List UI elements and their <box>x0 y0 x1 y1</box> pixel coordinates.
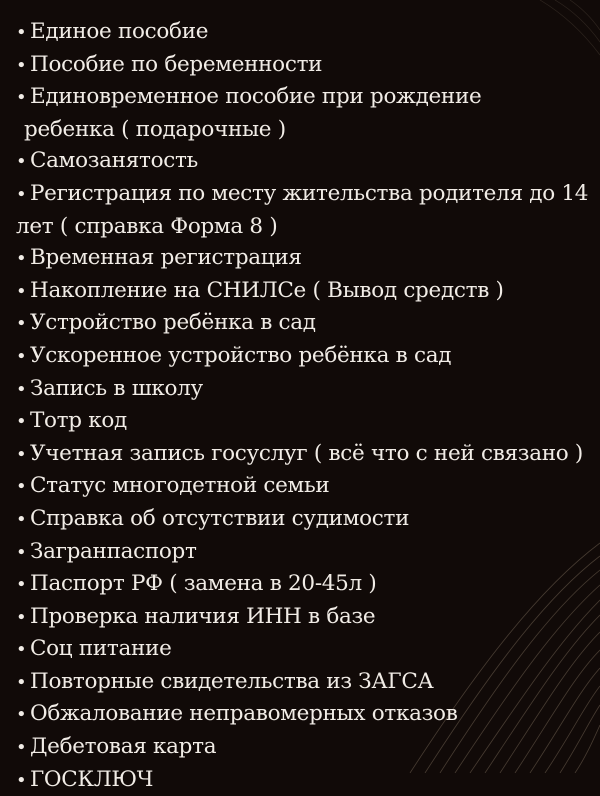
bullet-icon: • <box>16 280 27 302</box>
bullet-icon: • <box>16 737 27 759</box>
list-item: • Тотр код <box>16 405 596 438</box>
bullet-icon: • <box>16 87 27 109</box>
bullet-icon: • <box>16 606 27 628</box>
list-item: • Регистрация по месту жительства родителя до 14 лет ( справка Форма 8 ) <box>16 180 589 239</box>
list-item: • Накопление на СНИЛСе ( Вывод средств ) <box>16 275 596 308</box>
bullet-icon: • <box>16 22 27 43</box>
services-list <box>16 16 596 796</box>
list-item: • Соц питание <box>16 633 596 666</box>
bullet-icon: • <box>16 704 27 726</box>
list-item: • Повторные свидетельства из ЗАГСА <box>16 666 596 699</box>
list-item: • Загранпаспорт <box>16 536 596 569</box>
bullet-icon: • <box>16 671 27 693</box>
bullet-icon: • <box>16 378 27 400</box>
list-item: • Паспорт РФ ( замена в 20-45л ) <box>16 568 596 601</box>
list-item: • Устройство ребёнка в сад <box>16 307 596 340</box>
list-item: • Дебетовая карта <box>16 731 596 764</box>
bullet-icon: • <box>16 183 27 205</box>
list-item: • Временная регистрация <box>16 242 596 275</box>
bullet-icon: • <box>16 769 27 791</box>
list-item: • ГОСКЛЮЧ <box>16 764 596 796</box>
bullet-icon: • <box>16 411 27 433</box>
bullet-icon: • <box>16 313 27 335</box>
bullet-icon: • <box>16 54 27 76</box>
list-item: • Учетная запись госуслуг ( всё что с ней связано ) <box>16 438 596 471</box>
list-item: • Проверка наличия ИНН в базе <box>16 601 596 634</box>
bullet-icon: • <box>16 443 27 465</box>
bullet-icon: • <box>16 639 27 661</box>
bullet-icon: • <box>16 248 27 270</box>
list-item: • Единовременное пособие при рождение ребенка ( подарочные ) <box>16 84 482 142</box>
bullet-icon: • <box>16 345 27 367</box>
list-item: • Статус многодетной семьи <box>16 470 596 503</box>
list-item: • Ускоренное устройство ребёнка в сад <box>16 340 596 373</box>
bullet-icon: • <box>16 151 27 173</box>
list-item: • Справка об отсутствии судимости <box>16 503 596 536</box>
list-item: • Запись в школу <box>16 373 596 406</box>
list-item: • Обжалование неправомерных отказов <box>16 698 596 731</box>
list-item: • Пособие по беременности <box>16 49 596 82</box>
list-item: • Единое пособие <box>16 16 596 49</box>
bullet-icon: • <box>16 476 27 498</box>
list-item: • Самозанятость <box>16 145 596 178</box>
bullet-icon: • <box>16 541 27 563</box>
bullet-icon: • <box>16 508 27 530</box>
bullet-icon: • <box>16 574 27 596</box>
